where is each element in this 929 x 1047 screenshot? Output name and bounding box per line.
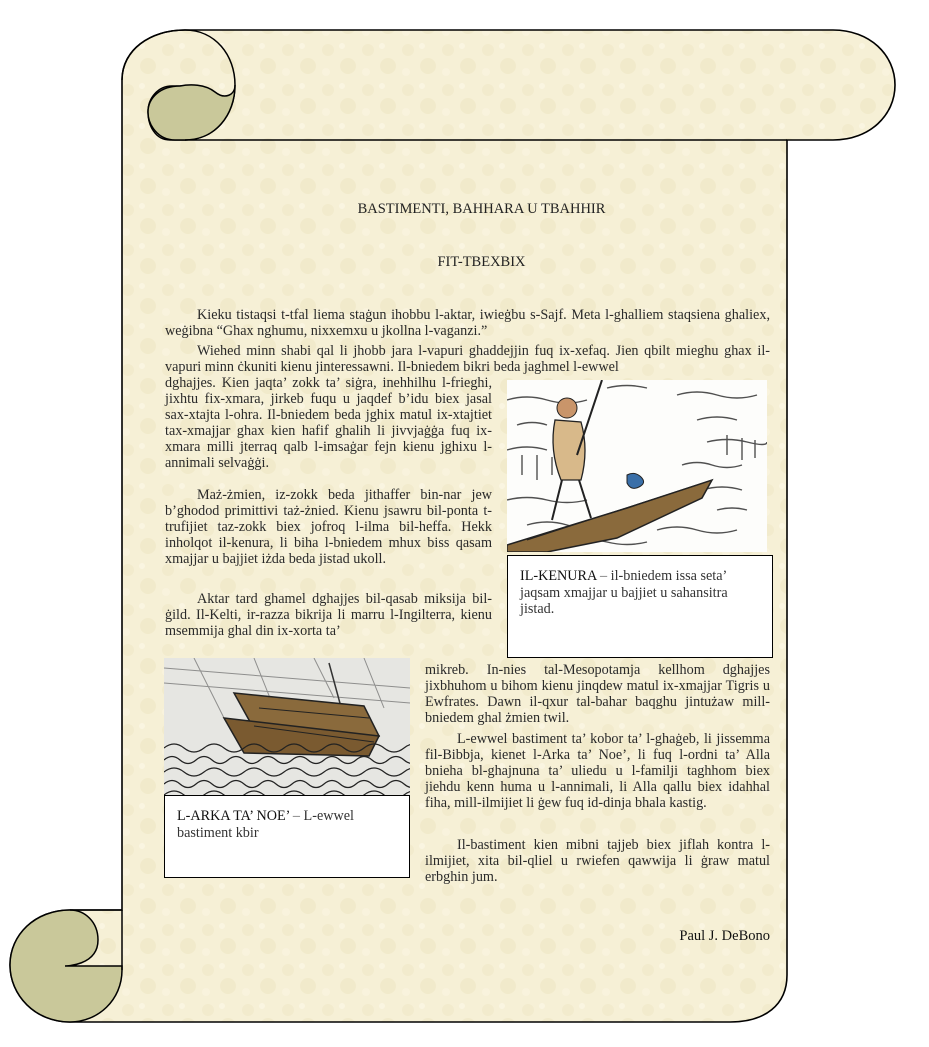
- caption-dash: –: [596, 568, 611, 584]
- paragraph-2-wrap: dghajjes. Kien jaqta’ zokk ta’ siġra, inehhilhu l-frieghi, jixhtu fix-xmara, jirkeb fuqu u jaqdef b’idu biex jasal sax-xtajta l-ohra. Il-bniedem beda jghix matul ix-xtajtiet tax-xmajjar ghax kien hafif ghalih li jivvjaġġa fuq ix-xmara milli jterraq qalb l-imsaġar fejn kienu jghixu l-annimali selvaġġi.: [165, 375, 492, 472]
- caption-description: L-ewwel bastiment kbir: [177, 808, 354, 841]
- paragraph-6: Il-bastiment kien mibni tajjeb biex jiflah kontra l-ilmijiet, xita bil-qliel u rwiefen qawwija li ġraw matul erbghin jum.: [425, 837, 770, 886]
- paragraph-3: Maż-żmien, iz-zokk beda jithaffer bin-nar jew b’ghodod primittivi taż-żnied. Kienu jsawru bil-ponta t-trufijiet taz-zokk biex jofroq l-ilma bil-heffa. Hekk inholqot il-kenura, li biha l-bniedem mhux biss qasam xmajjar u bajjiet iżda beda jistad ukoll.: [165, 487, 492, 568]
- page-title: BASTIMENTI, BAHHARA U TBAHHIR: [357, 201, 606, 217]
- caption-term: L-ARKA TA’ NOE’: [177, 808, 290, 824]
- caption-description: il-bniedem issa seta’ jaqsam xmajjar u bajjiet u sahansitra jistad.: [520, 568, 728, 617]
- paragraph-1: Kieku tistaqsi t-tfal liema staġun ihobbu l-aktar, iwieġbu s-Sajf. Meta l-ghalliem staqsiena ghaliex, weġibna “Ghax nghumu, nixxemxu u jkollna l-vaganzi.”: [165, 307, 770, 340]
- author-signature: Paul J. DeBono: [679, 928, 770, 944]
- paragraph-4-end: mikreb. In-nies tal-Mesopotamja kellhom dghajjes jixbhuhom u bihom kienu jinqdew matul ix-xmajjar Tigris u Ewfrates. Dawn il-qxur tal-bahar baqghu jintużaw mill-bniedem ghal żmien twil.: [425, 662, 770, 727]
- paragraph-4-start: Aktar tard ghamel dghajjes bil-qasab miksija bil-ġild. Il-Kelti, ir-razza bikrija li marru l-Ingilterra, kienu msemmija ghal din ix-xorta ta’: [165, 591, 492, 640]
- caption-dash: –: [289, 808, 304, 824]
- ark-caption: [164, 795, 410, 878]
- ark-illustration: [164, 658, 410, 798]
- caption-term: IL-KENURA: [520, 568, 597, 584]
- paragraph-2-intro: Wiehed minn shabi qal li jhobb jara l-vapuri ghaddejjin fuq ix-xefaq. Jien qbilt mieghu ghax il-vapuri minn ċkuniti kienu jinteressawni. Il-bniedem bikri beda jaghmel l-ewwel: [165, 343, 770, 376]
- paragraph-5: L-ewwel bastiment ta’ kobor ta’ l-ghaġeb, li jissemma fil-Bibbja, kienet l-Arka ta’ Noe’, li fuq l-ordni ta’ Alla bnieha bl-ghajnuna ta’ uliedu u l-familji taghhom biex jiehdu kenn huma u l-annimali, li Alla qallu biex idahhal fiha, mill-ilmijiet li ġew fuq id-dinja bhala kastig.: [425, 731, 770, 812]
- canoe-caption: [507, 555, 773, 658]
- canoe-illustration: [507, 380, 767, 552]
- page-subtitle: FIT-TBEXBIX: [437, 254, 526, 270]
